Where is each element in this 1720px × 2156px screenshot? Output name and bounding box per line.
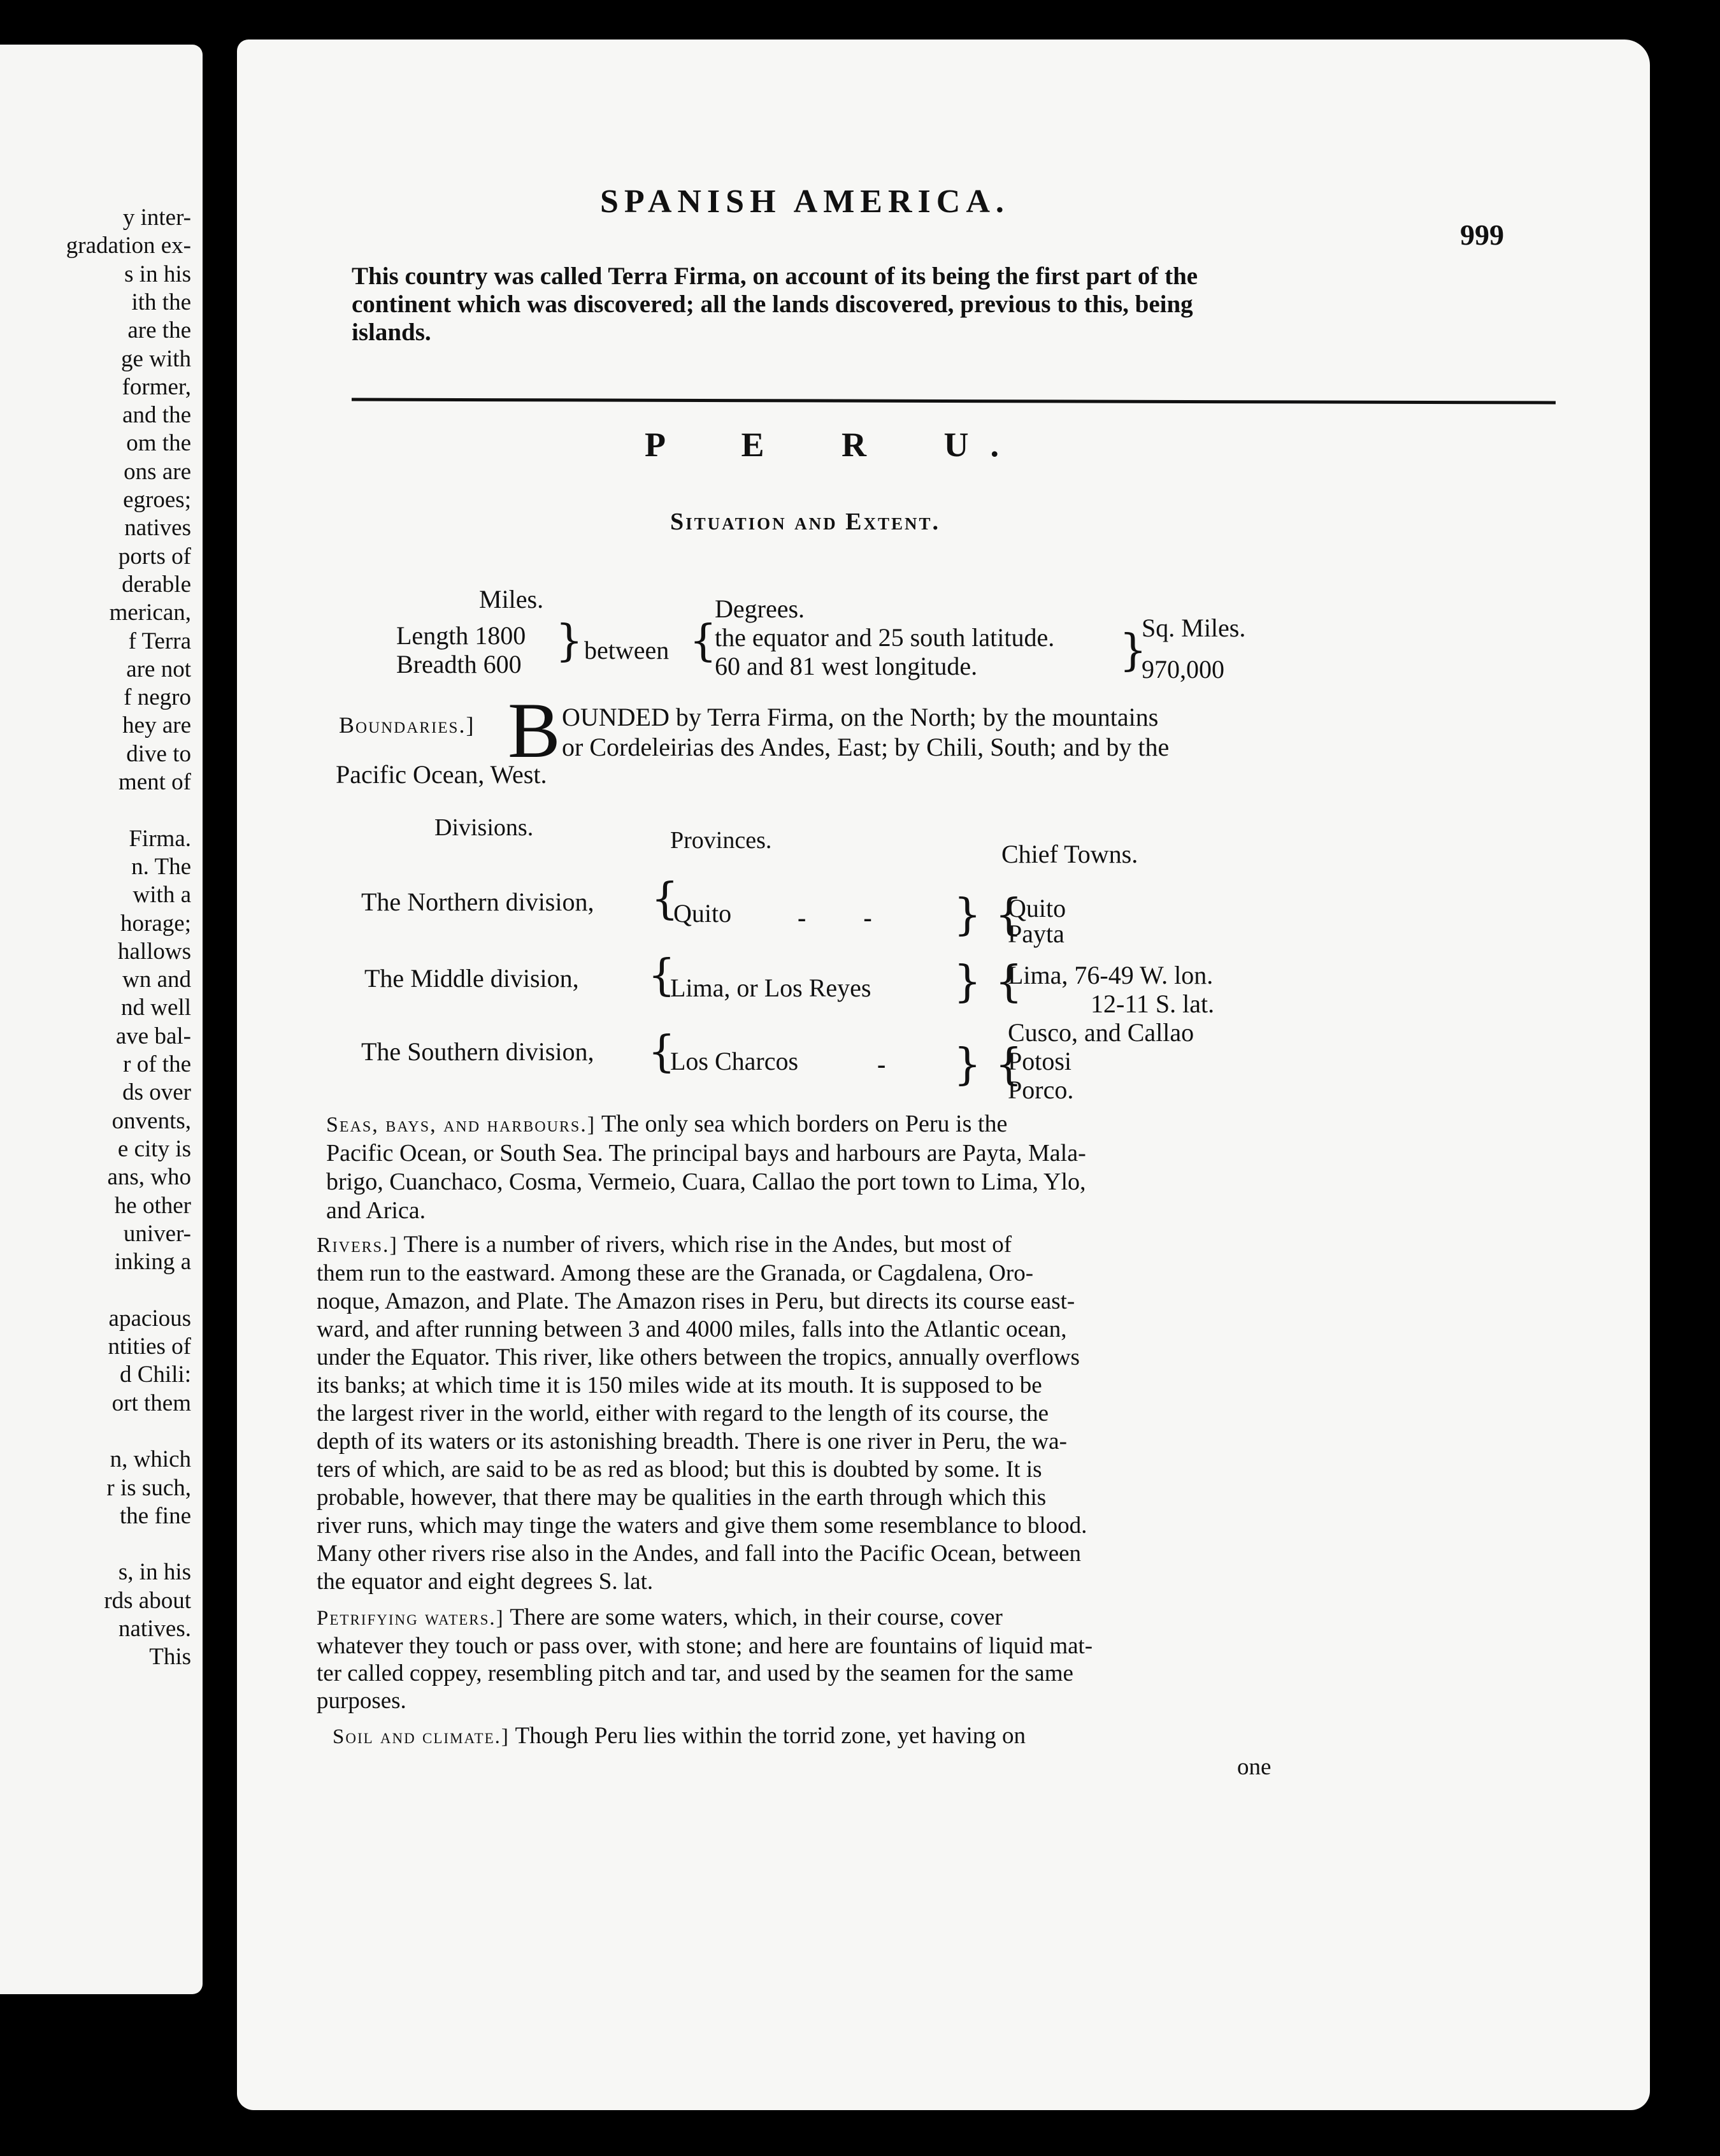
town-name: Potosi — [1008, 1047, 1072, 1075]
left-page-line: derable — [122, 571, 191, 598]
town-name: 12-11 S. lat. — [1091, 989, 1215, 1018]
left-page-line: ntities of — [108, 1333, 191, 1360]
province-name: Lima, or Los Reyes — [670, 974, 871, 1002]
rivers-paragraph: Rivers.] There is a number of rivers, which rise in the Andes, but most of them run to the eastward. Among these are the Granada, or Cagdalena, Oro- noque, Amazon, and Plate. The Amazon rises in Peru, but directs its course east- ward, and after running between 3 and 4000 miles, falls into the Atlantic ocean, under the Equator. This river, like others between the tropics, annually overflows its banks; at which time it is 150 miles wide at its mouth. It is supposed to be the largest river in the world, either with regard to the length of its course, the depth of its waters or its astonishing breadth. There is one river in Peru, the wa- ters of which, are said to be as red as blood; but this is doubted by some. It is probable, however, that there may be qualities in the earth through which this river runs, which may tinge the waters and give them some resemblance to blood. Many other rivers rise also in the Andes, and fall into the Pacific Ocean, between the equator and eight degrees S. lat. — [317, 1232, 1087, 1595]
left-page-line: ds over — [122, 1079, 191, 1106]
left-page-line: inking a — [114, 1249, 191, 1276]
section-title: P E R U. — [645, 426, 1021, 464]
town-name: Payta — [1008, 919, 1064, 948]
left-page-line: s in his — [124, 261, 191, 287]
left-page-line: e city is — [117, 1135, 191, 1162]
left-page-line: r of the — [123, 1051, 191, 1077]
rivers-label: Rivers.] — [317, 1233, 398, 1257]
division-name: The Southern division, — [361, 1037, 594, 1066]
left-page-line: f negro — [124, 684, 191, 711]
left-page-line: ort them — [111, 1390, 191, 1416]
left-page-line: This — [149, 1644, 191, 1671]
left-page-line: are the — [127, 317, 191, 344]
left-page-line: wn and — [122, 967, 191, 993]
left-page-line: ge with — [121, 345, 191, 372]
petrifying-label: Petrifying waters.] — [317, 1607, 505, 1630]
left-page-line: merican, — [109, 600, 191, 626]
left-page-line: horage; — [120, 910, 191, 937]
miles-header: Miles. — [479, 585, 544, 614]
left-page-line: onvents, — [111, 1107, 191, 1134]
seas-label: Seas, bays, and harbours.] — [326, 1113, 596, 1137]
boundaries-line-2: or Cordeleirias des Andes, East; by Chili, South; and by the — [562, 733, 1170, 761]
left-page-line: ans, who — [107, 1164, 191, 1191]
left-page-line: hallows — [117, 938, 191, 965]
town-name: Cusco, and Callao — [1008, 1018, 1194, 1047]
left-page-line: nd well — [121, 995, 191, 1021]
degrees-header: Degrees. — [715, 594, 805, 623]
left-page-line: hey are — [122, 712, 191, 739]
intro-paragraph: This country was called Terra Firma, on account of its being the first part of the continent which was discovered; all the lands discovered, previous to this, being islands. — [352, 262, 1198, 346]
soil-paragraph: Soil and climate.] Though Peru lies within the torrid zone, yet having on — [333, 1723, 1026, 1749]
town-name: Porco. — [1008, 1075, 1074, 1104]
soil-label: Soil and climate.] — [333, 1725, 510, 1748]
left-page-line: the fine — [120, 1502, 191, 1529]
boundaries-label: Boundaries.] — [339, 712, 475, 738]
brace: } — [555, 616, 584, 666]
left-page-line: with a — [133, 882, 191, 909]
running-title: SPANISH AMERICA. — [600, 183, 1010, 220]
brace: } { — [954, 1040, 1023, 1090]
petrifying-paragraph: Petrifying waters.] There are some waters, which, in their course, cover whatever they touch or pass over, with stone; and here are fountains of liquid mat- ter called coppey, resembling pitch and tar, and used by the seamen for the same purposes. — [317, 1604, 1093, 1714]
provinces-header: Provinces. — [670, 827, 772, 854]
left-page-line: are not — [126, 656, 191, 682]
left-page-line: and the — [122, 402, 191, 429]
brace: } { — [954, 890, 1023, 940]
left-page-line: s, in his — [118, 1559, 191, 1586]
boundaries-line-3: Pacific Ocean, West. — [336, 760, 547, 789]
left-page-line: d Chili: — [119, 1362, 191, 1388]
longitude-text: 60 and 81 west longitude. — [715, 652, 978, 680]
right-page — [237, 40, 1650, 2110]
section-divider — [352, 398, 1556, 405]
left-page-line: ment of — [118, 769, 191, 795]
catchword: one — [1237, 1754, 1272, 1780]
left-page-line: Firma. — [129, 825, 191, 852]
length-label: Length 1800 — [396, 621, 526, 650]
left-page-line: f Terra — [128, 628, 191, 654]
situation-heading: Situation and Extent. — [670, 508, 941, 535]
division-name: The Middle division, — [364, 964, 579, 993]
left-page — [0, 45, 203, 1994]
left-page-line: y inter- — [122, 205, 191, 231]
left-page-line: r is such, — [106, 1474, 191, 1501]
brace: { — [651, 874, 679, 924]
between-word: between — [584, 636, 670, 665]
left-page-line: ons are — [124, 458, 191, 485]
brace: { — [689, 616, 717, 666]
left-page-line: natives — [124, 515, 191, 542]
left-page-line: gradation ex- — [66, 233, 191, 259]
left-page-line: apacious — [108, 1305, 191, 1332]
province-name: Los Charcos — [670, 1047, 799, 1075]
square-miles-value: 970,000 — [1142, 655, 1224, 684]
brace: { — [648, 951, 676, 1001]
left-page-line: ports of — [118, 543, 191, 570]
left-page-line: natives. — [118, 1616, 191, 1642]
dash-leader: - - — [798, 903, 872, 932]
brace: } { — [954, 957, 1023, 1007]
seas-paragraph: Seas, bays, and harbours.] The only sea which borders on Peru is the Pacific Ocean, or South Sea. The principal bays and harbours are Payta, Mala- brigo, Cuanchaco, Cosma, Vermeio, Cuara, Callao the port town to Lima, Ylo, and Arica. — [326, 1110, 1086, 1224]
left-page-line: univer- — [123, 1220, 191, 1247]
left-page-line: he other — [114, 1192, 191, 1219]
left-page-line: ith the — [131, 289, 191, 315]
left-page-line: dive to — [126, 740, 191, 767]
left-page-line: rds about — [104, 1587, 191, 1614]
left-page-line: n, which — [110, 1446, 191, 1473]
brace: { — [648, 1027, 676, 1077]
town-name: Quito — [1008, 894, 1066, 923]
left-page-line: ave bal- — [115, 1023, 191, 1049]
divisions-header: Divisions. — [434, 814, 534, 841]
sq-miles-header: Sq. Miles. — [1142, 614, 1246, 642]
chief-towns-header: Chief Towns. — [1001, 840, 1138, 868]
left-page-line: egroes; — [123, 487, 191, 513]
province-name: Quito — [673, 899, 732, 928]
left-page-line: former, — [122, 373, 191, 400]
division-name: The Northern division, — [361, 888, 594, 916]
left-page-line: om the — [126, 430, 191, 457]
page-number: 999 — [1460, 219, 1504, 251]
drop-cap: B — [508, 687, 561, 774]
latitude-text: the equator and 25 south latitude. — [715, 623, 1055, 652]
left-page-line: n. The — [131, 853, 191, 880]
brace: } — [1119, 626, 1147, 676]
breadth-label: Breadth 600 — [396, 650, 522, 679]
town-name: Lima, 76-49 W. lon. — [1008, 961, 1214, 989]
dash-leader: - — [877, 1050, 886, 1079]
boundaries-line-1: OUNDED by Terra Firma, on the North; by the mountains — [562, 703, 1159, 731]
